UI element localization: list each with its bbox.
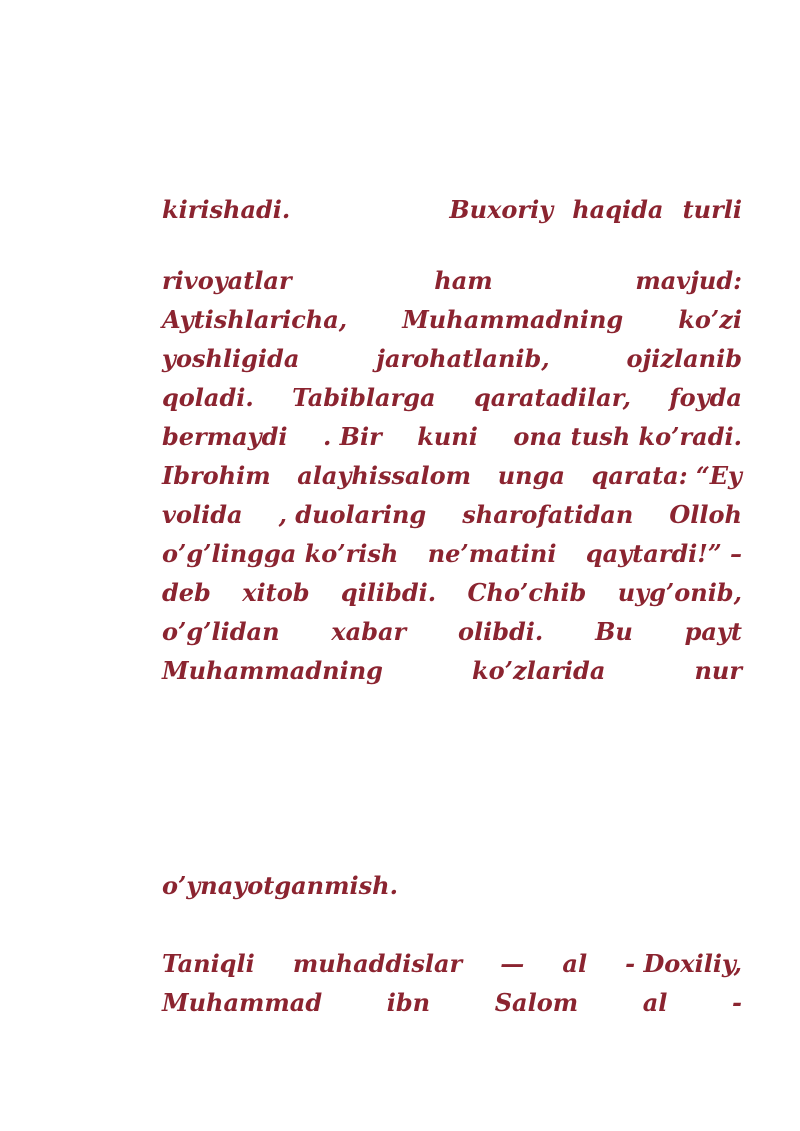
word: kirishadi.: [162, 195, 291, 224]
word: nur: [694, 656, 742, 685]
word: alayhissalom: [297, 461, 472, 490]
text-line-7: [162, 461, 742, 491]
word: mavjud:: [635, 266, 742, 295]
word: bermaydi: [162, 422, 288, 451]
word: muhaddislar: [292, 949, 463, 978]
word: xabar: [331, 617, 407, 646]
text-line-5: [162, 383, 742, 413]
text-line-8: [162, 500, 742, 530]
word: Ibrohim: [162, 461, 271, 490]
text-line-12: [162, 656, 742, 686]
word: ko’zlarida: [472, 656, 606, 685]
word: —: [500, 949, 525, 978]
text-line-15: [162, 988, 742, 1018]
word: al: [562, 949, 588, 978]
word: qoladi.: [162, 383, 254, 412]
word: xitob: [242, 578, 310, 607]
word: ham: [434, 266, 493, 295]
word: . Bir: [322, 422, 382, 451]
word: ona tush ko’radi.: [513, 422, 742, 451]
word: Cho’chib: [467, 578, 587, 607]
word: Buxoriy: [449, 195, 554, 224]
word: o’g’lidan: [162, 617, 280, 646]
text-line-1: [162, 195, 742, 225]
text-line-11: [162, 617, 742, 647]
word: Tabiblarga: [292, 383, 436, 412]
word: haqida: [572, 195, 664, 224]
word: qaytardi!” –: [585, 539, 742, 568]
word: qilibdi.: [340, 578, 437, 607]
word: qaratadilar,: [473, 383, 631, 412]
word: yoshligida: [162, 344, 300, 373]
word: deb: [162, 578, 211, 607]
word: unga: [497, 461, 565, 490]
word: qarata: “Ey: [591, 461, 742, 490]
word: , duolaring: [278, 500, 427, 529]
word: Salom: [494, 988, 579, 1017]
word: jarohatlanib,: [376, 344, 550, 373]
word: Bu: [595, 617, 633, 646]
word: ko’zi: [678, 305, 742, 334]
word: payt: [684, 617, 742, 646]
word: -: [732, 988, 742, 1017]
word: ibn: [386, 988, 431, 1017]
word: ojizlanib: [626, 344, 742, 373]
word: Olloh: [669, 500, 742, 529]
text-line-13: [162, 871, 742, 901]
word: olibdi.: [457, 617, 544, 646]
word: o’g’lingga ko’rish: [162, 539, 399, 568]
word: ne’matini: [427, 539, 557, 568]
text-line-10: [162, 578, 742, 608]
word: kuni: [417, 422, 478, 451]
word: volida: [162, 500, 243, 529]
word: turli: [682, 195, 742, 224]
text-line-9: [162, 539, 742, 569]
word: Muhammadning: [162, 656, 383, 685]
text-line-2: [162, 266, 742, 296]
word: Muhammadning: [402, 305, 624, 334]
word: Aytishlaricha,: [162, 305, 348, 334]
word: rivoyatlar: [162, 266, 292, 295]
text-line-14: [162, 949, 742, 979]
text-line-3: [162, 305, 742, 335]
word: uyg’onib,: [617, 578, 742, 607]
word: al: [642, 988, 668, 1017]
word: Muhammad: [162, 988, 323, 1017]
word: - Doxiliy,: [625, 949, 742, 978]
word: sharofatidan: [462, 500, 634, 529]
text-line-6: [162, 422, 742, 452]
word: Taniqli: [162, 949, 255, 978]
text-line-4: [162, 344, 742, 374]
word: foyda: [669, 383, 742, 412]
word: o’ynayotganmish.: [162, 871, 398, 900]
